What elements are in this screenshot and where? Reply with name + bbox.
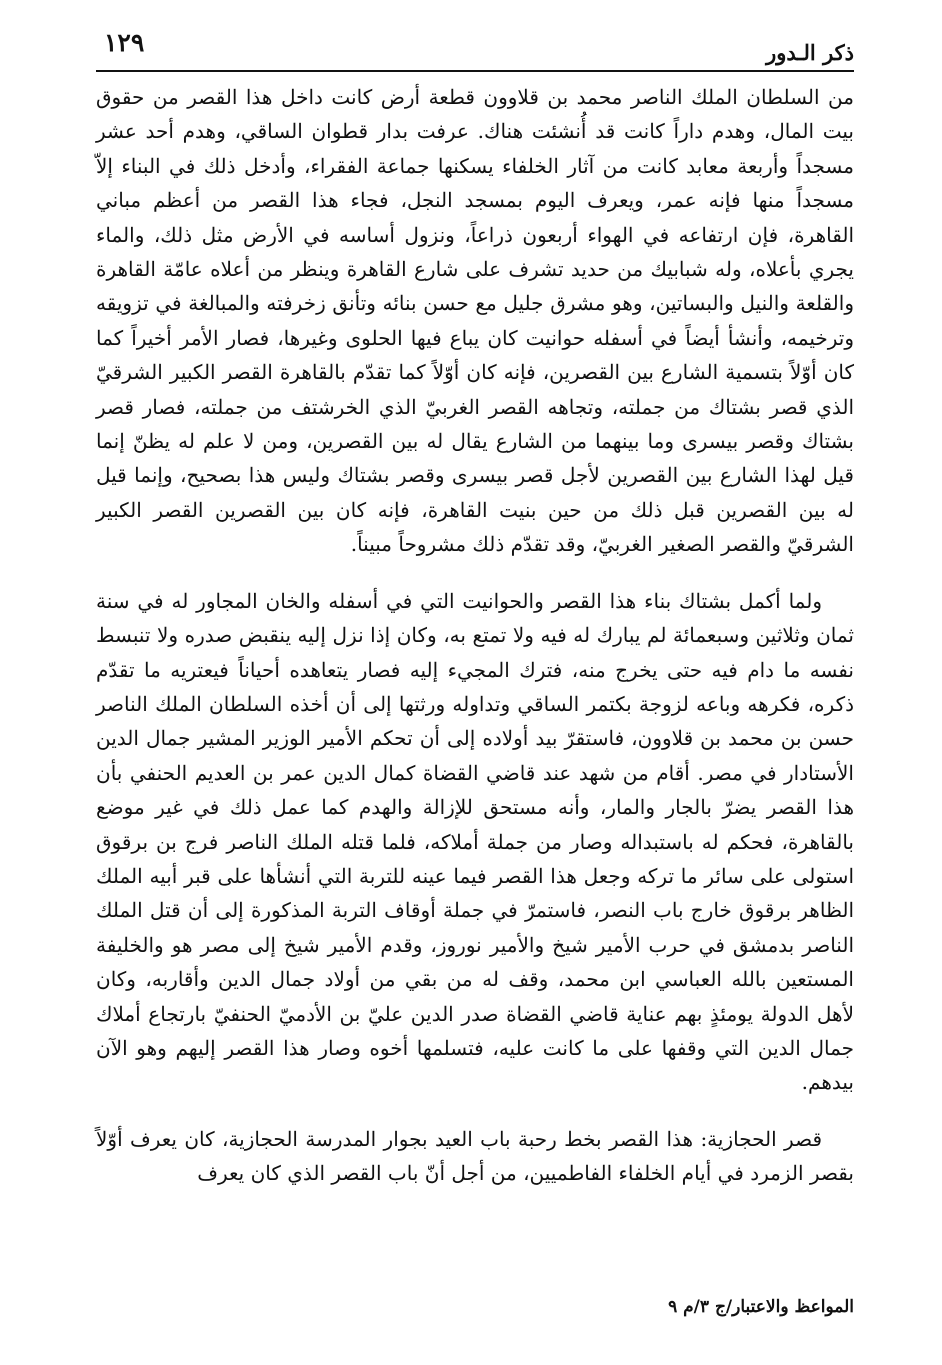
paragraph-bashtak-palace: ولما أكمل بشتاك بناء هذا القصر والحوانيت التي في أسفله والخان المجاور له في سنة ثمان وثلاثين وسبعمائة لم يبارك له فيه ولا تمتع به، وكان إذا نزل إليه ينقبض صدره ولا تنبسط نفسه ما دام فيه حتى يخرج منه، فترك المجيء إليه فصار يتعاهده أحياناً فيعتريه ما تقدّم ذكره، فكرهه وباعه لزوجة بكتمر الساقي وتداوله ورثتها إلى أن أخذه السلطان الملك الناصر حسن بن محمد بن قلاوون، فاستقرّ بيد أولاده إلى أن تحكم الأمير الوزير المشير جمال الدين الأستادار في مصر. أقام من شهد عند قاضي القضاة كمال الدين عمر بن العديم الحنفي بأن هذا القصر يضرّ بالجار والمار، وأنه مستحق للإزالة والهدم كما عمل ذلك في غير موضع بالقاهرة، فحكم له باستبداله وصار من جملة أملاكه، فلما قتله الملك الناصر فرج بن برقوق استولى على سائر ما تركه وجعل هذا القصر فيما عينه للتربة التي أنشأها على قبر أبيه الملك الظاهر برقوق خارج باب النصر، فاستمرّ في جملة أوقاف التربة المذكورة إلى أن قتل الملك الناصر بدمشق في حرب الأمير شيخ والأمير نوروز، وقدم الأمير شيخ إلى مصر هو والخليفة المستعين بالله العباسي ابن محمد، وقف له من بقي من أولاد جمال الدين وأقاربه، وكان لأهل الدولة يومئذٍ بهم عناية قاضي القضاة صدر الدين عليّ بن الأدميّ الحنفيّ بارتجاع أملاك جمال الدين التي وقفها على ما كانت عليه، فتسلمها أخوه وصار هذا القصر إليهم وهو الآن بيدهم. [96, 588, 855, 1095]
paragraph-hijaziya-palace: قصر الحجازية: هذا القصر بخط رحبة باب العيد بجوار المدرسة الحجازية، كان يعرف أوّلاً بقصر الزمرد في أيام الخلفاء الفاطميين، من أجل أنّ باب القصر الذي كان يعرف [96, 1126, 854, 1186]
paragraph-continued: من السلطان الملك الناصر محمد بن قلاوون قطعة أرض كانت داخل هذا القصر من حقوق بيت المال، وهدم داراً كانت قد أُنشئت هناك. عرفت بدار قطوان الساقي، وهدم أحد عشر مسجداً وأربعة معابد كانت من آثار الخلفاء يسكنها جماعة الفقراء، وأدخل ذلك في البناء إلاّ مسجداً منها فإنه عمر، ويعرف اليوم بمسجد النجل، فجاء هذا القصر من أعظم مباني القاهرة، فإن ارتفاعه في الهواء أربعون ذراعاً، ونزول أساسه في الأرض مثل ذلك، والماء يجري بأعلاه، وله شبابيك من حديد تشرف على شارع القاهرة وينظر من أعلاه عامّة القاهرة والقلعة والنيل والبساتين، وهو مشرق جليل مع حسن بنائه وتأنق زخرفته والمبالغة في تزويقه وترخيمه، وأنشأ أيضاً في أسفله حوانيت كان يباع فيها الحلوى وغيرها، فصار الأمر أخيراً كما كان أوّلاً بتسمية الشارع بين القصرين، فإنه كان أوّلاً كما تقدّم بالقاهرة القصر الكبير الشرقيّ الذي قصر بشتاك من جملته، وتجاهه القصر الغربيّ الذي الخرشتف من جملته، فصار قصر بشتاك وقصر بيسرى وما بينهما من الشارع يقال له بين القصرين، ومن لا علم له يظنّ إنما قيل لهذا الشارع بين القصرين لأجل قصر بيسرى وقصر بشتاك وليس هذا بصحيح، وإنما قيل له بين القصرين قبل ذلك من حين بنيت القاهرة، فإنه كان بين القصرين القصر الكبير الشرقيّ والقصر الصغير الغربيّ، وقد تقدّم ذلك مشروحاً مبيناً. [96, 85, 854, 557]
footer-signature: المواعظ والاعتبار/ج ٣/م ٩ [668, 1297, 854, 1317]
running-header-title: ذكر الـدور [766, 40, 854, 65]
page-number: ١٢٩ [104, 28, 145, 57]
main-text [96, 80, 854, 1191]
running-header [96, 28, 854, 70]
header-divider [96, 70, 854, 72]
